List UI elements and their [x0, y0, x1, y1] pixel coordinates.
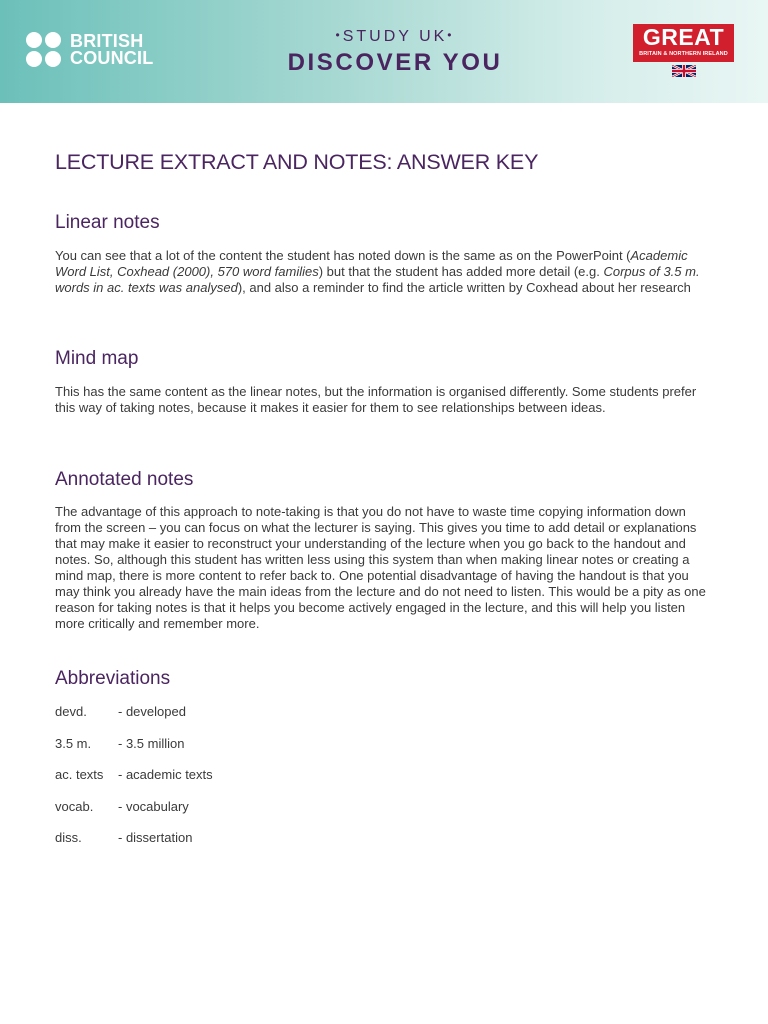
british-council-dots-icon: [26, 32, 62, 68]
mind-map-paragraph: This has the same content as the linear notes, but the information is organised differently. Some students prefer this way of taking notes, because it makes it easier for them to see relationships between ideas.: [55, 384, 697, 415]
linear-notes-paragraph: You can see that a lot of the content the student has noted down is the same as on the PowerPoint (Academic Word List, Coxhead (2000), 570 word families) but that the student has added more detail (e.g. Corpus of 3.5 m. words in ac. texts was analysed), and also a reminder to find the article written by Coxhead about her research: [55, 248, 700, 295]
discover-you-label: DISCOVER YOU: [287, 49, 503, 76]
abbreviation-term: diss.: [55, 830, 82, 845]
bc-logo-line1: BRITISH: [70, 31, 144, 51]
great-subtitle: BRITAIN & NORTHERN IRELAND: [639, 51, 728, 57]
abbreviation-term: vocab.: [55, 799, 94, 814]
abbreviation-meaning: - 3.5 million: [118, 736, 185, 751]
british-council-logo: [26, 32, 153, 68]
page-title: LECTURE EXTRACT AND NOTES: ANSWER KEY: [55, 150, 539, 174]
section-heading-annotated-notes: Annotated notes: [55, 469, 194, 490]
abbreviation-meaning: - academic texts: [118, 767, 213, 782]
abbreviation-term: ac. texts: [55, 767, 104, 782]
great-word: GREAT: [642, 24, 725, 50]
union-jack-flag-icon: [654, 65, 714, 77]
abbreviation-row: [55, 736, 184, 752]
bc-logo-line2: COUNCIL: [70, 48, 154, 68]
abbreviation-term: devd.: [55, 704, 87, 719]
section-heading-mind-map: Mind map: [55, 348, 139, 369]
abbreviation-row: [55, 799, 189, 815]
study-uk-label: STUDY UK: [342, 28, 448, 45]
study-uk-logo: •STUDY UK• DISCOVER YOU: [284, 26, 506, 78]
great-britain-logo: [633, 24, 734, 77]
abbreviation-meaning: - vocabulary: [118, 799, 189, 814]
abbreviation-meaning: - developed: [118, 704, 186, 719]
annotated-notes-paragraph: The advantage of this approach to note-taking is that you do not have to waste time copying information down from the screen – you can focus on what the lecturer is saying. This gives you time to add detail or explanations that may make it easier to reconstruct your understanding of the lecture when you go back to the handout and notes. So, although this student has written less using this system than when making linear notes or creating a mind map, there is more content to refer back to. One potential disadvantage of having the handout is that you may think you already have the main ideas from the lecture and do not need to listen. This would be a pity as one reason for taking notes is that it helps you become actively engaged in the lecture, and this will help you listen more critically and remember more.: [55, 504, 706, 631]
section-heading-abbreviations: Abbreviations: [55, 668, 171, 689]
header-banner: [0, 0, 768, 103]
abbreviation-row: [55, 830, 192, 846]
abbreviation-term: 3.5 m.: [55, 736, 92, 751]
abbreviation-row: [55, 704, 186, 720]
section-heading-linear-notes: Linear notes: [55, 212, 160, 233]
abbreviation-row: [55, 767, 213, 783]
abbreviation-meaning: - dissertation: [118, 830, 193, 845]
